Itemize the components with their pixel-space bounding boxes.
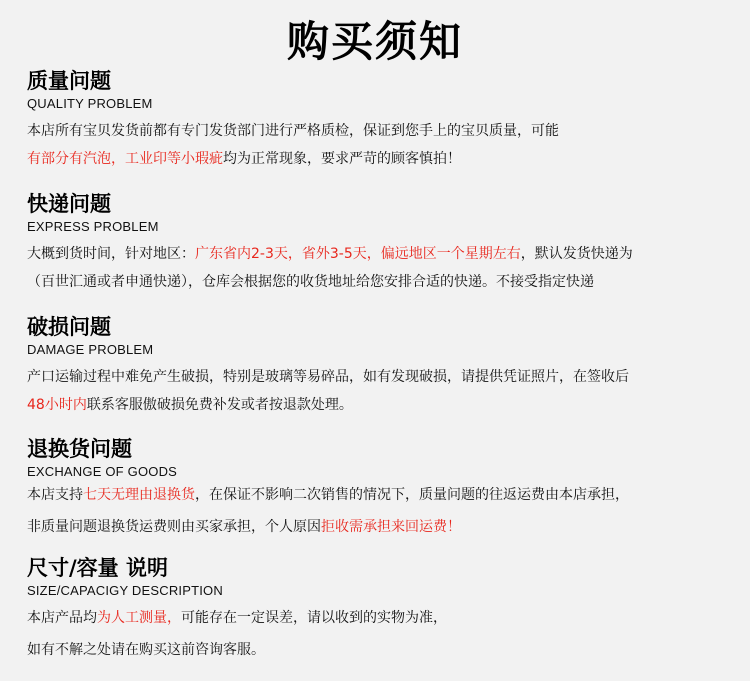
highlight-text: 48小时内 (27, 397, 87, 413)
highlight-text: 拒收需承担来回运费！ (321, 519, 461, 535)
text-run: 如有不解之处请在购买这前咨询客服。 (27, 642, 265, 658)
body-line (27, 272, 727, 292)
section-express (27, 191, 727, 292)
section-title: 退换货问题 (27, 437, 132, 461)
highlight-text: 有部分有汽泡，工业印等小瑕疵 (27, 151, 223, 167)
text-run: 可能存在一定误差，请以收到的实物为准， (181, 610, 447, 626)
section-subtitle: EXPRESS PROBLEM (27, 219, 159, 234)
section-exchange (27, 436, 727, 537)
page-title: 购买须知 (286, 17, 463, 66)
section-subtitle: EXCHANGE OF GOODS (27, 464, 178, 479)
text-run: （百世汇通或者申通快递），仓库会根据您的收货地址给您安排合适的快递。不接受指定快递 (27, 274, 594, 290)
body-line (27, 517, 727, 537)
body-line (27, 367, 727, 387)
section-title: 快递问题 (27, 192, 111, 216)
text-run: 本店所有宝贝发货前都有专门发货部门进行严格质检，保证到您手上的宝贝质量，可能 (27, 123, 559, 139)
text-run: 大概到货时间，针对地区： (27, 246, 195, 262)
highlight-text: 七天无理由退换货 (83, 487, 195, 503)
text-run: ，在保证不影响二次销售的情况下，质量问题的往返运费由本店承担， (195, 487, 629, 503)
text-run: 非质量问题退换货运费则由买家承担，个人原因 (27, 519, 321, 535)
body-line (27, 608, 727, 628)
text-run: 均为正常现象，要求严苛的顾客慎拍！ (223, 151, 461, 167)
section-quality (27, 68, 727, 169)
text-run: 本店支持 (27, 487, 83, 503)
text-run: 联系客服傲破损免费补发或者按退款处理。 (86, 397, 353, 413)
section-title: 尺寸/容量 说明 (27, 556, 168, 580)
body-line (27, 485, 727, 505)
section-subtitle: DAMAGE PROBLEM (27, 342, 154, 357)
body-line (27, 244, 727, 264)
section-damage (27, 314, 727, 415)
body-line (27, 640, 727, 660)
highlight-text: 广东省内2-3天，省外3-5天，偏远地区一个星期左右 (195, 246, 521, 262)
section-title: 破损问题 (27, 315, 111, 339)
text-run: 本店产品均 (27, 610, 97, 626)
section-size (27, 555, 727, 660)
body-line (27, 149, 727, 169)
text-run: ，默认发货快递为 (520, 246, 633, 262)
section-title: 质量问题 (27, 69, 111, 93)
highlight-text: 为人工测量， (97, 610, 181, 626)
text-run: 产口运输过程中难免产生破损，特别是玻璃等易碎品，如有发现破损，请提供凭证照片，在签收后 (27, 369, 629, 385)
body-line (27, 121, 727, 141)
section-subtitle: SIZE/CAPACIGY DESCRIPTION (27, 583, 223, 598)
section-subtitle: QUALITY PROBLEM (27, 96, 153, 111)
body-line (27, 395, 727, 415)
